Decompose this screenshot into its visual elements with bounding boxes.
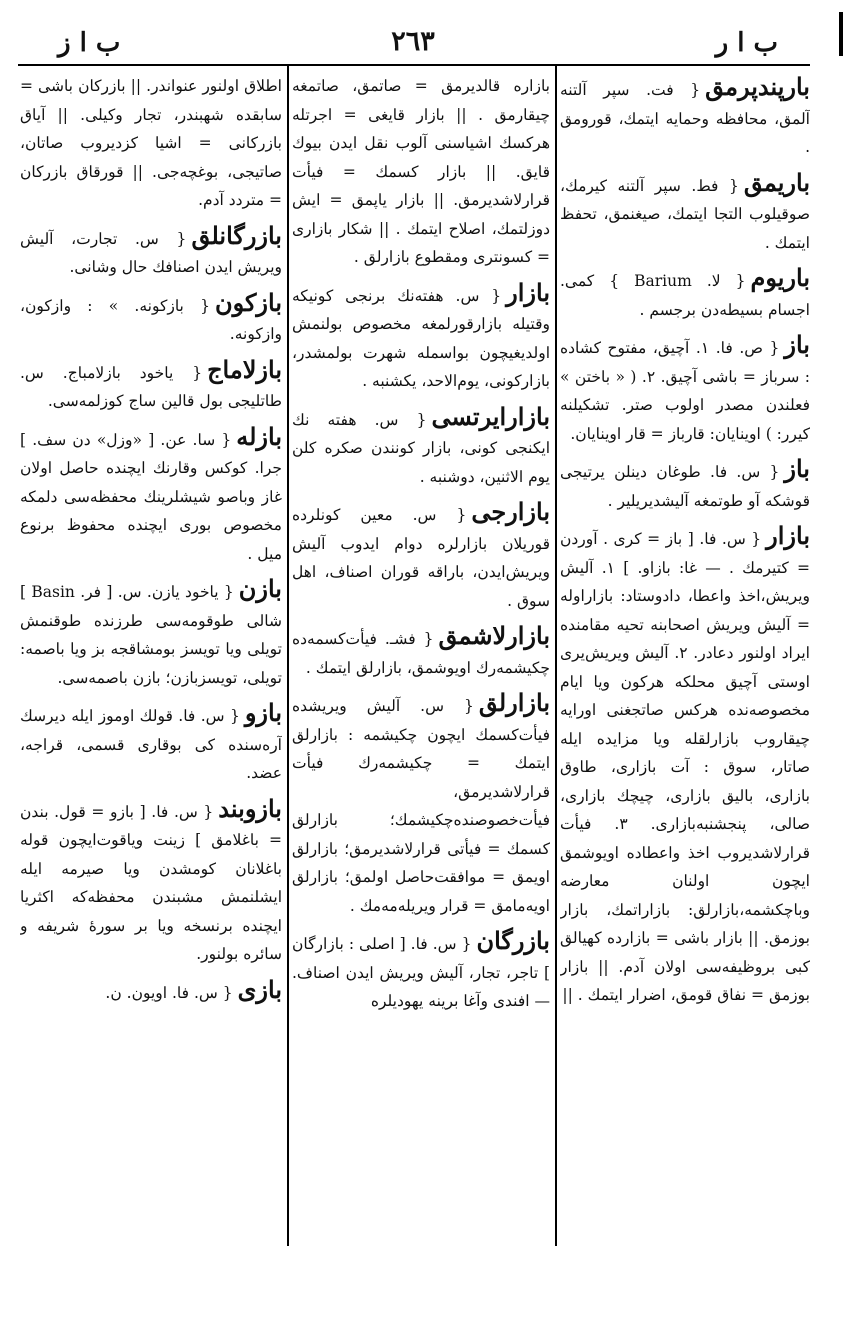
dictionary-entry	[20, 422, 282, 569]
column-divider	[555, 66, 557, 1246]
entry-definition: اطلاق اولنور عنواندر. || بازرکان باشی = سابقده شهبندر، تجار وکیلی. || آیاق بازرکانی = اشیا کزدیروب صاتان، صاتیجی، بوغچه‌جی. || قورقاق بازرکان = متردد آدم.	[20, 77, 282, 209]
dictionary-entry	[20, 72, 282, 215]
entry-definition: بازاره قالدیرمق = صاتمق، صاتمغه چیقارمق . || بازار قایغی = اجرتله هرکسك اشیاسنی آلوب نقل ایدن بیوك قایق. || بازار کسمك = فیأت قرارلاشدیرمق. || بازار یاپمق = ایش دوزلتمك، اصلاح ایتمك . || شکار بازاری = کسونتری ومقطوع بازارلق .	[292, 77, 550, 266]
dictionary-entry	[292, 621, 550, 682]
dictionary-entry	[20, 574, 282, 692]
entry-headword: بازن	[238, 574, 282, 603]
entry-definition: { س. فا. [ اصلی : بازارگان ] تاجر، تجار، آلیش ویریش ایدن اصناف. — افندی وآغا برینه یهودیلره	[292, 935, 550, 1010]
page-number: ٢٦٣	[391, 26, 435, 57]
dictionary-entry	[560, 168, 810, 258]
dictionary-entry	[560, 263, 810, 324]
entry-headword: بازار	[506, 277, 550, 307]
header-rule	[18, 64, 810, 66]
entry-definition: { بازکونه. » : وازکون، وازکونه.	[20, 296, 282, 343]
dictionary-entry	[292, 402, 550, 492]
entry-headword: بازوبند	[218, 793, 282, 823]
entry-headword: بازلاماج	[207, 354, 282, 384]
entry-definition: { سا. عن. [ «وزل» دن سف. ] جرا. کوکس وقارنك ایچنده حاصل اولان غاز وباصو شیشلرینك محفظه‌سی دلمکه مخصوص بوری ایچنده محفوظ برنوع میل .	[20, 430, 282, 563]
entry-headword: بازی	[237, 974, 282, 1004]
entry-definition: { لا. Barium } کمی. اجسام بسیطه‌دن برجسم .	[560, 272, 810, 319]
entry-definition: { س. تجارت، آلیش ویریش ایدن اصنافك حال وشانی.	[20, 229, 282, 276]
entry-definition: { س. فا. اویون. ن.	[105, 983, 233, 1002]
entry-definition: { س. فا. [ باز = کری . آوردن = کتیرمك . — غا: بازاو. ] ۱. آلیش ویریش،اخذ واعطا، دادوستاد: بازاراوله = آلیش ویریش اصحابنه تحیه مقامنده ایراد اولنور دعادر. ۲. آلیش ویریش‌یری اوستی آچیق محلکه هرکون ویا ایام مخصوصه‌نده هرکس صاتجغنی اورایه چیقاروب بازارلقله ویا مزایده ایله صاتار، سوق : آت بازاری، طاوق بازاری، بالیق بازاری، چیچك بازاری، صالی، پنجشنبه‌بازاری. ۳. فیأت قرارلاشدیروب اخذ واعطاده اویوشمق ایچون اولنان معارضه وباچکشمه،بازارلق: بازاراتمك، بازار بوزمق. || بازار باشی = بازارده کهیالق کبی بروظیفه‌سی اولان آدم. || بازار بوزمق = نفاق قومق، اضرار ایتمك . ||	[560, 530, 810, 1004]
entry-definition: { فشـ. فیأت‌کسمه‌ده چکیشمه‌رك اویوشمق، بازارلق ایتمك .	[292, 630, 550, 677]
dictionary-entry	[292, 926, 550, 1016]
entry-definition: { س. معین کونلرده قوریلان بازارلره دوام ایدوب آلیش ویریش‌ایدن، باراقه قوران اصناف، اهل سوق .	[292, 506, 550, 610]
column-right	[560, 72, 810, 1247]
page-header	[18, 22, 808, 62]
entry-headword: بازار	[766, 521, 810, 550]
entry-definition: { س. هفته‌نك برنجی کونیکه وقتیله بازارقورلمغه مخصوص بولنمش اولدیغیچون بواسمله شهرت بولمشدر، بازارکونی، یوم‌الاحد، یکشنبه .	[292, 286, 550, 390]
entry-definition: { ص. فا. ۱. آچیق، مفتوح کشاده : سرباز = باشی آچیق. ۲. ( « باختن » فعلندن مصدر اولوب صتر. تشکیلنه کیرر: ) اوینایان: قارباز = قار اوینایان.	[560, 339, 810, 443]
entry-headword: باریوم	[750, 263, 810, 292]
dictionary-entry	[560, 330, 810, 448]
entry-headword: بازله	[236, 421, 282, 451]
dictionary-entry	[20, 221, 282, 282]
entry-headword: باز	[784, 454, 810, 483]
dictionary-entry	[20, 355, 282, 416]
entry-definition: { یاخود بازلامباج. س. طاتلیجی بول قالین ساج کوزلمه‌سی.	[20, 363, 282, 410]
dictionary-entry	[292, 72, 550, 272]
dictionary-entry	[20, 975, 282, 1008]
entry-headword: بازکون	[214, 287, 282, 317]
entry-definition: { یاخود یازن. س. [ فر. Basin ] شالی طوقومه‌سی طرزنده طوقنمش تویلی ویا تویسز بومشاقجه بز ویا باصمه: تویلی، تویسزبازن؛ بازن باصمه‌سی.	[20, 583, 282, 687]
dictionary-entry	[560, 521, 810, 1010]
entry-definition: { س. آلیش ویریشده فیأت‌کسمك ایچون چکیشمه : بازارلق ایتمك = چکیشمه‌رك فیأت قرارلاشدیرمق، فیأت‌خصوصنده‌چکیشمك؛ بازارلق کسمك = فیأتی قرارلاشدیرمق؛ بازارلق اویمق = موافقت‌حاصل اولمق؛ بازارلق اویه‌مامق = قرار ویریله‌مه‌مك .	[292, 697, 550, 915]
dictionary-entry	[20, 288, 282, 349]
dictionary-entry	[560, 72, 810, 162]
entry-headword: بازرگان	[476, 926, 550, 955]
entry-definition: { فط. سپر آلتنه کیرمك، صوقیلوب التجا ایتمك، صیغنمق، تحفظ ایتمك .	[560, 176, 810, 252]
entry-headword: بازارلق	[478, 688, 550, 717]
entry-definition: { س. هفته نك ایکنجی کونی، بازار کونندن صکره کلن یوم الاثنین، دوشنبه .	[292, 410, 550, 486]
running-head-left: ب ا ز	[58, 28, 121, 58]
dictionary-entry	[20, 698, 282, 788]
entry-headword: بازارلاشمق	[438, 621, 550, 650]
entry-definition: { س. فا. قولك اوموز ایله دیرسك آره‌سنده کی بوقاری قسمی، قراجه، عضد.	[20, 707, 282, 782]
column-left	[20, 72, 282, 1247]
entry-headword: باریمق	[743, 167, 810, 197]
entry-definition: { فت. سپر آلتنه آلمق، محافظه وحمایه ایتمك، قورومق .	[560, 81, 810, 156]
page-edge-marker	[839, 12, 843, 56]
running-head-right: ب ا ر	[715, 28, 778, 58]
dictionary-entry	[560, 454, 810, 515]
entry-definition: { س. فا. [ بازو = قول. بندن = باغلامق ] زینت وياقوت‌ایچون قوله باغلانان کومشدن ویا صیرمه ایله ایشلنمش مشبندن محفظه‌که اکثریا ایچنده برنسخه ویا بر سورۀ شریفه و سائره بولنور.	[20, 802, 282, 963]
dictionary-entry	[292, 688, 550, 920]
entry-headword: بارپندپرمق	[705, 72, 810, 101]
entry-headword: باز	[784, 330, 810, 359]
entry-headword: بازارایرتسی	[431, 401, 550, 431]
entry-headword: بازارجی	[471, 497, 550, 526]
entry-headword: بازرگانلق	[191, 220, 282, 250]
dictionary-entry	[292, 497, 550, 615]
dictionary-entry	[20, 794, 282, 969]
entry-definition: { س. فا. طوغان دینلن یرتیجی قوشکه آو طوتمغه آلیشدیریلیر .	[560, 463, 810, 510]
dictionary-entry	[292, 278, 550, 396]
column-divider	[287, 66, 289, 1246]
column-middle	[292, 72, 550, 1247]
entry-headword: بازو	[244, 698, 282, 727]
